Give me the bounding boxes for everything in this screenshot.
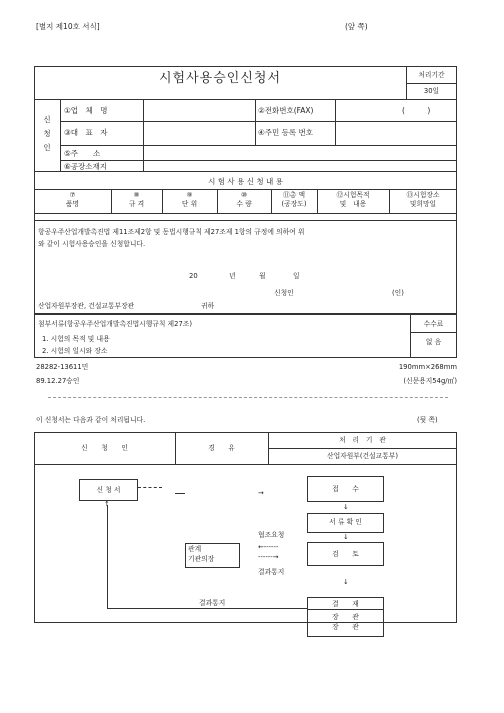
date-month-unit: 월 — [259, 272, 266, 280]
col-name: 품명 — [65, 200, 80, 208]
col-place-num: ⑬시험장소 — [406, 191, 440, 199]
col-name-num: ⑦ — [69, 191, 76, 199]
col-total-num: ⑪총 액 — [282, 191, 306, 199]
applicant-sign: 신청인 — [274, 289, 294, 297]
col-place: 및희망일 — [409, 200, 437, 208]
col-via: 경 유 — [208, 444, 235, 452]
col-total: (공장도) — [281, 200, 307, 208]
arrow-to-receipt: → — [258, 489, 264, 497]
business-label: ①업 체 명 — [64, 106, 108, 115]
back-side-label: (뒷 쪽) — [417, 416, 438, 424]
flow-related-label-2: 기관의장 — [188, 555, 215, 563]
attach-item-1: 1. 시험의 목적 및 내용 — [42, 335, 110, 343]
flow-review-label: 검 토 — [332, 550, 359, 558]
paper-size: 190mm×268mm — [398, 363, 457, 371]
flow-minister-2: 장 관 — [332, 623, 359, 631]
form-title: 시험사용승인신청서 — [158, 71, 282, 86]
id-label: ④주민 등록 번호 — [258, 128, 313, 137]
body-line-1: 항공우주산업개발촉진법 제11조제2항 및 동법시행규칙 제27조제 1항의 규정에 의하여 위 — [38, 228, 305, 236]
attach-item-2: 2. 시험의 일시와 장소 — [42, 347, 108, 355]
seal-mark: (인) — [392, 289, 404, 297]
period-label: 처리기간 — [418, 71, 445, 79]
applicant-label: 신 청 인 — [43, 115, 51, 152]
arrow-down-2: ↓ — [343, 533, 349, 541]
arrow-right: ------→ — [258, 553, 279, 561]
date-year: 20 — [189, 272, 198, 280]
recipient-suffix: 귀하 — [201, 302, 215, 310]
flow-approval-label: 결 재 — [332, 600, 359, 608]
rep-label: ③대 표 자 — [64, 128, 108, 137]
paper-type: (신문용지54g/㎡) — [403, 377, 457, 385]
address-label: ⑤주 소 — [64, 149, 101, 158]
body-line-2: 와 같이 시험사용승인을 신청합니다. — [38, 240, 146, 248]
col-purpose: 및 내용 — [339, 200, 367, 208]
arrow-left: ←------ — [258, 543, 279, 551]
col-spec: 규 격 — [128, 200, 145, 208]
fee-value: 없 음 — [425, 338, 442, 346]
flow-receipt-label: 접 수 — [332, 485, 359, 493]
result-notice-bottom: 결과통지 — [199, 599, 226, 607]
factory-label: ⑥공장소재지 — [64, 162, 107, 171]
form-number: [별지 제10호 서식] — [36, 22, 100, 31]
col-spec-num: ⑧ — [133, 191, 140, 199]
flow-review-docs-label: 서 류 확 인 — [329, 518, 362, 526]
col-qty-num: ⑩ — [240, 191, 248, 199]
recipient: 산업자원부장관, 건설교통부장관 — [38, 302, 135, 310]
col-org-sub: 산업자원부(건설교통부) — [327, 452, 398, 460]
arrow-down-3: ↓ — [343, 578, 349, 586]
front-side-label: (앞 쪽) — [345, 22, 368, 31]
date-year-unit: 년 — [229, 272, 236, 280]
arrow-down-1: ↓ — [343, 503, 349, 511]
period-value: 30일 — [423, 87, 440, 95]
flow-minister-1: 장 관 — [332, 613, 359, 621]
form-frame — [34, 66, 457, 314]
phone-paren: ( ) — [402, 106, 431, 115]
col-applicant: 신 청 인 — [81, 444, 128, 452]
col-unit: 단 위 — [181, 200, 198, 208]
back-intro: 이 신청서는 다음과 같이 처리됩니다. — [36, 416, 146, 424]
flow-application-label: 신 청 서 — [96, 486, 121, 494]
col-qty: 수 량 — [236, 200, 252, 208]
attach-title: 첨부서류(항공우주산업개발촉진법시행규칙 제27조) — [38, 320, 192, 328]
col-purpose-num: ⑫시험목적 — [336, 191, 370, 199]
form-code: 28282-13611민 — [36, 363, 89, 371]
approval-date: 89.12.27승인 — [36, 377, 80, 385]
arrow-up: ↑ — [104, 500, 110, 508]
col-org: 처 리 기 관 — [339, 436, 386, 444]
section-title: 시 험 사 용 신 청 내 용 — [208, 177, 283, 186]
result-notice-label: 결과통지 — [258, 568, 285, 576]
date-day-unit: 일 — [293, 272, 300, 280]
fee-label: 수수료 — [423, 320, 444, 328]
cooperation-label: 협조요청 — [258, 531, 285, 539]
col-unit-num: ⑨ — [186, 191, 193, 199]
flow-related-label: 관계 — [188, 545, 202, 553]
phone-label: ②전화번호(FAX) — [258, 106, 314, 115]
